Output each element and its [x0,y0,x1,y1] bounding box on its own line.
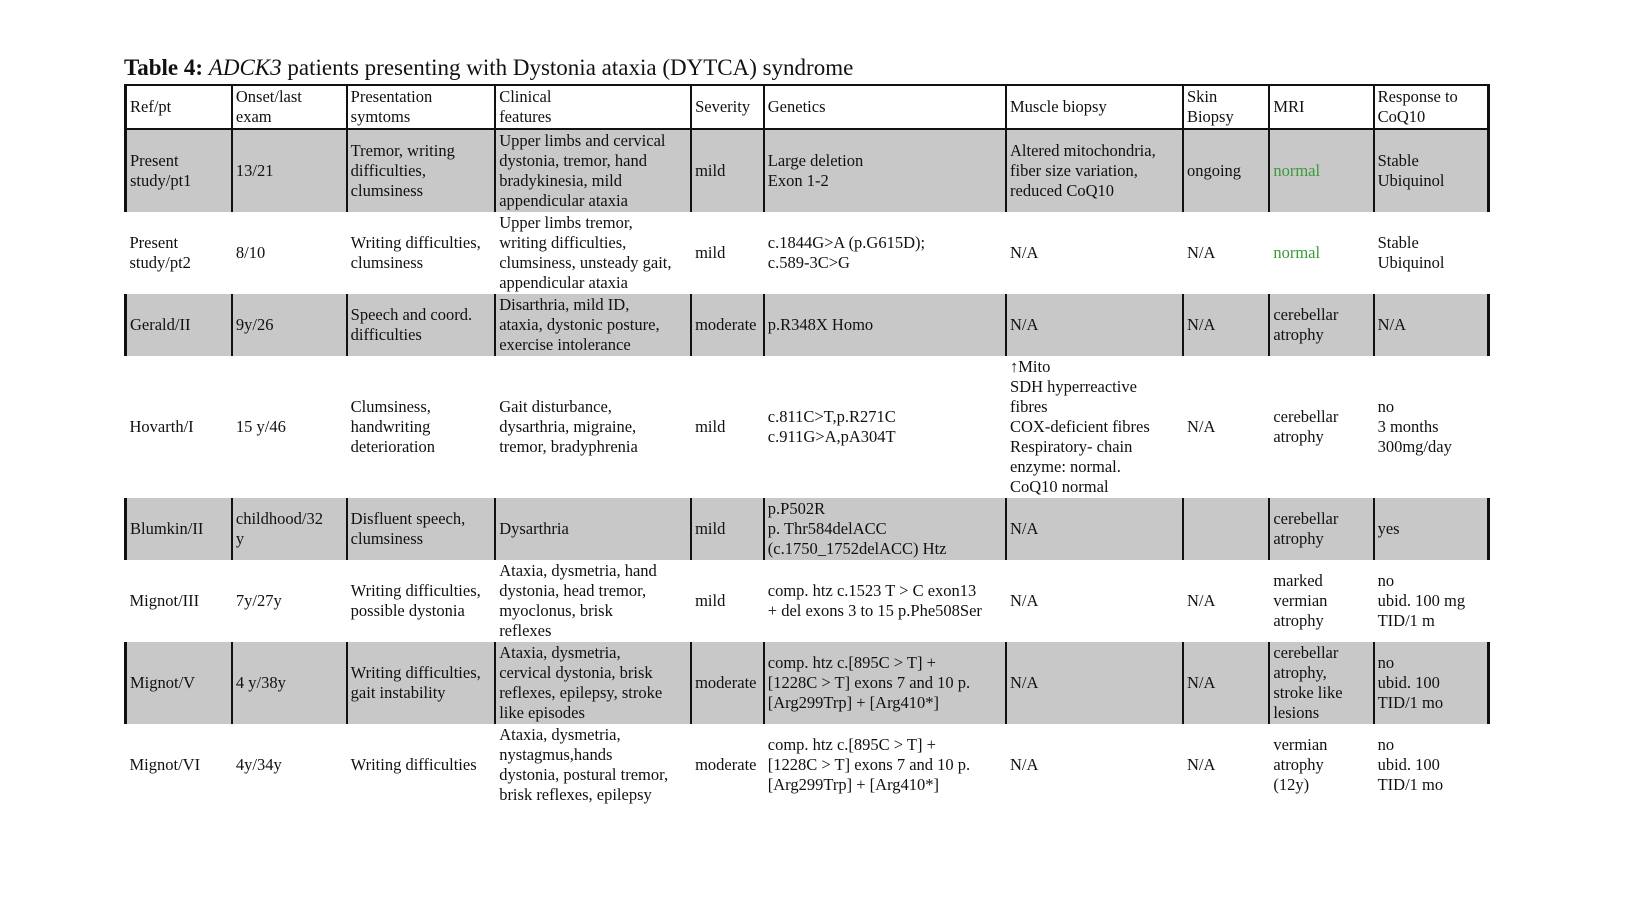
cell-response: yes [1374,498,1489,560]
cell-response: no 3 months 300mg/day [1377,397,1452,456]
table-row [126,642,1489,724]
cell-skin: N/A [1186,417,1216,436]
cell-genetics: comp. htz c.[895C > T] + [1228C > T] exons 7 and 10 p. [Arg299Trp] + [Arg410*] [767,735,971,794]
cell-onset: 7y/27y [235,591,282,610]
cell-presentation: Tremor, writing difficulties, clumsiness [347,129,496,212]
cell-mri: cerebellar atrophy, stroke like lesions [1269,642,1373,724]
cell-mri: cerebellar atrophy [1269,498,1373,560]
caption-label: Table 4: [124,55,204,80]
cell-muscle: N/A [1010,591,1039,610]
table-row [126,724,1489,806]
cell-clinical: Dysarthria [495,498,691,560]
col-header-skin: Skin Biopsy [1183,85,1269,129]
cell-clinical: Ataxia, dysmetria, cervical dystonia, brisk reflexes, epilepsy, stroke like episodes [495,642,691,724]
cell-ref: Blumkin/II [126,498,232,560]
cell-clinical: Upper limbs and cervical dystonia, tremor, hand bradykinesia, mild appendicular ataxia [495,129,691,212]
table-caption [124,54,853,82]
col-header-genetics: Genetics [764,85,1006,129]
cell-muscle: N/A [1006,294,1183,356]
cell-presentation: Writing difficulties [350,755,477,774]
table-row [126,129,1489,212]
cell-severity: moderate [691,294,764,356]
cell-muscle: ↑Mito SDH hyperreactive fibres COX-deficient fibres Respiratory- chain enzyme: normal. CoQ10 normal [1010,357,1150,496]
caption-text: patients presenting with Dystonia ataxia (DYTCA) syndrome [281,55,854,80]
cell-mri: cerebellar atrophy [1269,294,1373,356]
cell-ref: Present study/pt2 [129,233,191,272]
cell-ref: Hovarth/I [129,417,194,436]
cell-response: no ubid. 100 TID/1 mo [1377,735,1444,794]
cell-onset: 4 y/38y [232,642,347,724]
cell-ref: Mignot/VI [129,755,201,774]
col-header-muscle: Muscle biopsy [1006,85,1183,129]
cell-ref: Mignot/V [126,642,232,724]
cell-onset: 15 y/46 [235,417,286,436]
cell-skin: N/A [1183,642,1269,724]
cell-severity: mild [691,129,764,212]
col-header-response: Response to CoQ10 [1374,85,1489,129]
table-row [126,294,1489,356]
col-header-onset: Onset/last exam [232,85,347,129]
table-row [126,560,1489,642]
cell-severity: mild [695,591,726,610]
table-row [126,356,1489,498]
cell-genetics: p.R348X Homo [764,294,1006,356]
table-row [126,212,1489,294]
cell-onset: 9y/26 [232,294,347,356]
cell-muscle: Altered mitochondria, fiber size variation, reduced CoQ10 [1006,129,1183,212]
cell-muscle: N/A [1006,498,1183,560]
col-header-presentation: Presentation symtoms [347,85,496,129]
table-row [126,498,1489,560]
cell-presentation: Disfluent speech, clumsiness [347,498,496,560]
cell-response: Stable Ubiquinol [1374,129,1489,212]
cell-skin: N/A [1183,294,1269,356]
cell-mri: marked vermian atrophy [1273,571,1328,630]
cell-clinical: Ataxia, dysmetria, nystagmus,hands dystonia, postural tremor, brisk reflexes, epilepsy [499,725,669,804]
cell-genetics: comp. htz c.[895C > T] + [1228C > T] exons 7 and 10 p. [Arg299Trp] + [Arg410*] [764,642,1006,724]
cell-muscle: N/A [1010,755,1039,774]
cell-mri: vermian atrophy (12y) [1273,735,1328,794]
cell-skin [1183,498,1269,560]
cell-onset: childhood/32 y [232,498,347,560]
cell-presentation: Writing difficulties, clumsiness [350,233,481,272]
cell-genetics: p.P502R p. Thr584delACC (c.1750_1752delACC) Htz [764,498,1006,560]
cell-presentation: Speech and coord. difficulties [347,294,496,356]
cell-response: no ubid. 100 mg TID/1 m [1377,571,1466,630]
cell-genetics: comp. htz c.1523 T > C exon13 + del exons 3 to 15 p.Phe508Ser [767,581,982,620]
cell-genetics: c.1844G>A (p.G615D); c.589-3C>G [767,233,926,272]
cell-onset: 4y/34y [235,755,282,774]
cell-mri: normal [1273,243,1321,262]
cell-clinical: Upper limbs tremor, writing difficulties, clumsiness, unsteady gait, appendicular ataxia [499,213,672,292]
cell-severity: mild [691,498,764,560]
header-row [126,85,1489,129]
cell-ref: Present study/pt1 [126,129,232,212]
col-header-clinical: Clinical features [495,85,691,129]
cell-presentation: Writing difficulties, gait instability [347,642,496,724]
cell-skin: N/A [1186,591,1216,610]
cell-ref: Mignot/III [129,591,200,610]
cell-muscle: N/A [1006,642,1183,724]
cell-onset: 13/21 [232,129,347,212]
cell-presentation: Clumsiness, handwriting deterioration [350,397,435,456]
cell-genetics: c.811C>T,p.R271C c.911G>A,pA304T [767,407,896,446]
cell-response: no ubid. 100 TID/1 mo [1374,642,1489,724]
cell-skin: N/A [1186,243,1216,262]
cell-severity: moderate [695,755,757,774]
col-header-mri: MRI [1269,85,1373,129]
caption-gene: ADCK3 [208,55,282,80]
cell-muscle: N/A [1010,243,1039,262]
cell-clinical: Disarthria, mild ID, ataxia, dystonic posture, exercise intolerance [495,294,691,356]
col-header-ref: Ref/pt [126,85,232,129]
cell-mri: cerebellar atrophy [1273,407,1339,446]
cell-severity: mild [695,243,726,262]
cell-skin: N/A [1186,755,1216,774]
cell-clinical: Ataxia, dysmetria, hand dystonia, head tremor, myoclonus, brisk reflexes [499,561,657,640]
cell-response: N/A [1374,294,1489,356]
cell-skin: ongoing [1183,129,1269,212]
cell-ref: Gerald/II [126,294,232,356]
cell-severity: moderate [691,642,764,724]
cell-presentation: Writing difficulties, possible dystonia [350,581,481,620]
cell-genetics: Large deletion Exon 1-2 [764,129,1006,212]
col-header-severity: Severity [691,85,764,129]
cell-response: Stable Ubiquinol [1377,233,1445,272]
cell-severity: mild [695,417,726,436]
cell-mri: normal [1269,129,1373,212]
cell-onset: 8/10 [235,243,266,262]
cell-clinical: Gait disturbance, dysarthria, migraine, tremor, bradyphrenia [499,397,638,456]
dytca-table [124,84,1490,806]
